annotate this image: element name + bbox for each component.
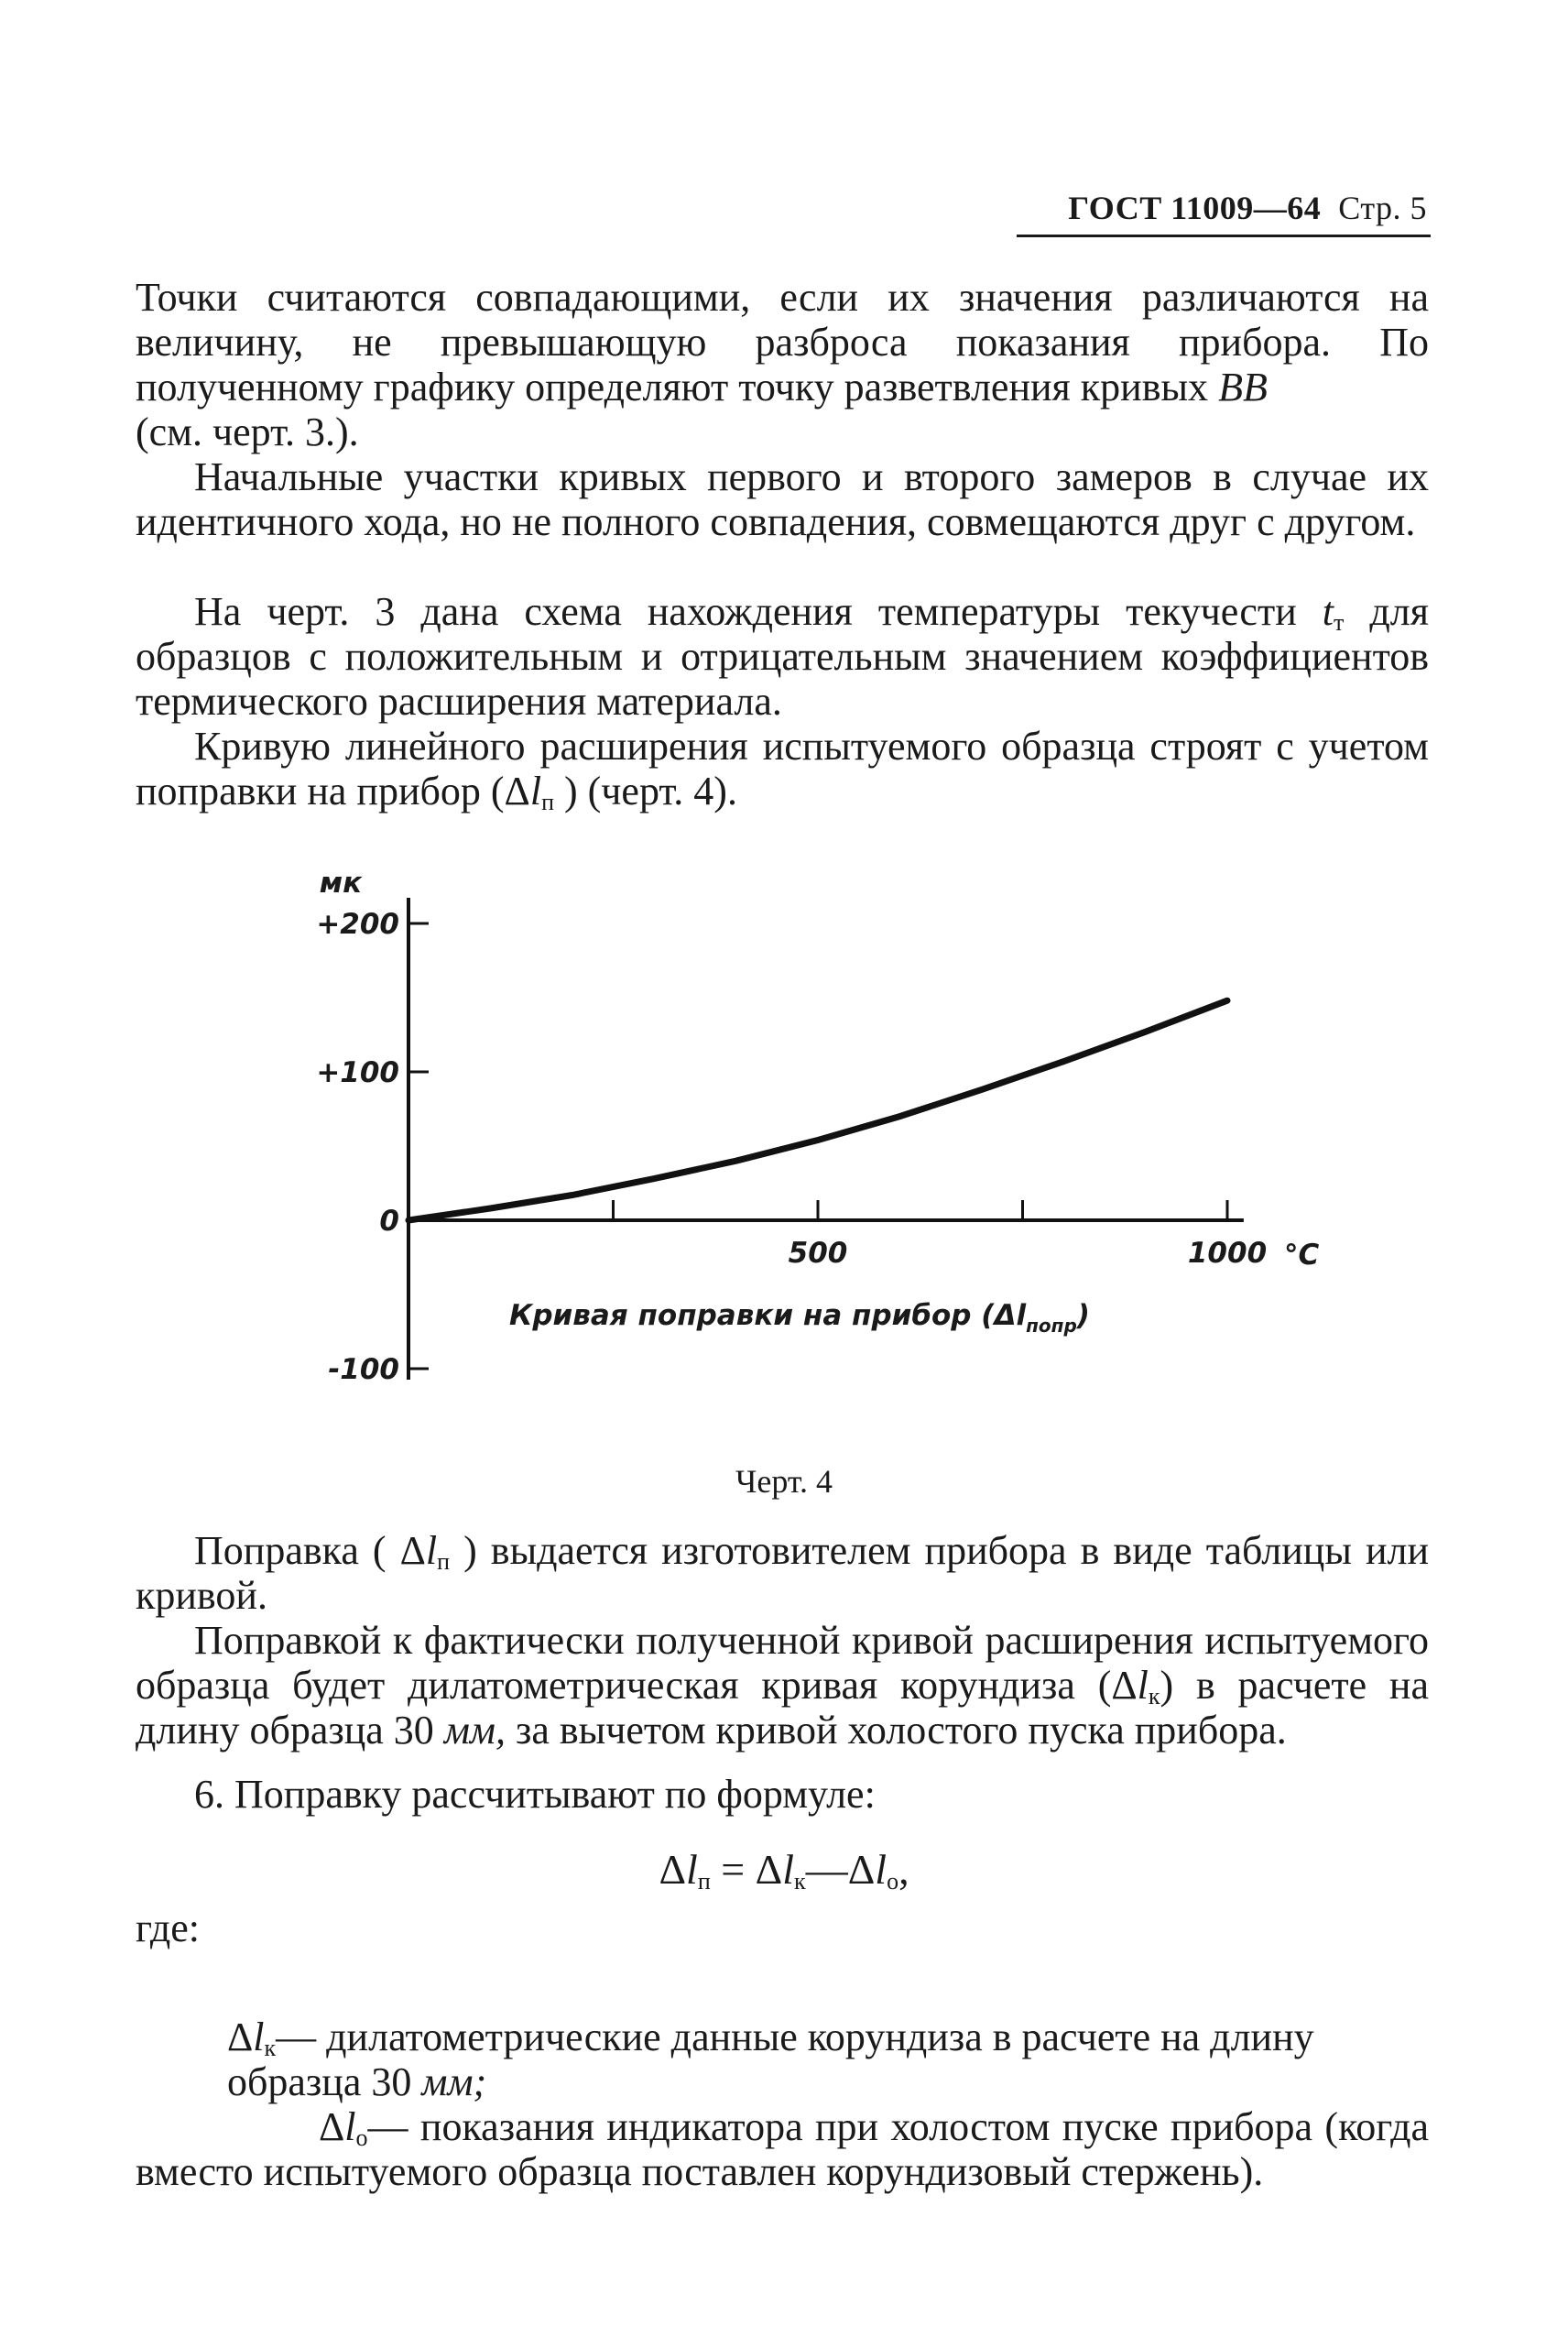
where-label: где: [136,1906,200,1950]
correction-chart [275,861,1337,1429]
paragraph-7: 6. Поправку рассчитывают по формуле: [194,1772,876,1817]
figure-caption: Черт. 4 [735,1463,833,1500]
y-tick-label: 0 [379,1205,399,1238]
definition-dlo: $\Delta l_о—$ показания индикатора при холостом пуске прибора (когда вместо испытуемого образца поставлен корундизовый стержень). [136,2104,1429,2194]
paragraph-2: Начальные участки кривых первого и второго замеров в случае их идентичного хода, но не полного совпадения, совмещаются друг с другом. [136,454,1429,544]
y-ticks [316,908,429,1386]
y-axis-unit: мк [319,867,363,900]
x-tick-label: 500 [788,1237,848,1270]
paragraph-6: Поправкой к фактически полученной кривой расширения испытуемого образца будет дилатометрическая кривая корундиза $(\Delta l_к)$ в расчете на длину образца 30 мм, за вычетом кривой холостого пуска прибора. [136,1618,1429,1753]
y-tick-label: +200 [316,908,399,941]
x-axis-unit: °C [1284,1239,1320,1272]
x-tick-label: 1000 [1187,1237,1268,1270]
gost-number: ГОСТ 11009—64 [1068,190,1322,226]
paragraph-1: Точки считаются совпадающими, если их значения различаются на величину, не превышающую разброса показания прибора. По полученному графику определяют точку разветвления кривых ВВ (см. черт. 3.). [136,275,1429,454]
definition-dlk: $\Delta l_к—$ дилатометрические данные корундиза в расчете на длину образца 30 мм; [227,2015,1314,2104]
paragraph-3: На черт. 3 дана схема нахождения температуры текучести $t_т$ для образцов с положительным и отрицательным значением коэффициентов термического расширения материала. [136,589,1430,724]
page-header [916,189,1427,227]
y-tick-label: +100 [316,1056,399,1089]
chart-title: Кривая поправки на прибор $(\Delta l_{попр})$ [509,1299,1090,1337]
correction-curve [408,1000,1227,1220]
formula: $\Delta l_п$ = $\Delta l_к—\Delta l_о$, [659,1846,909,1895]
paragraph-5: Поправка ( $\Delta l_п$ ) выдается изготовителем прибора в виде таблицы или кривой. [136,1528,1429,1618]
page-number: Стр. 5 [1338,190,1427,226]
paragraph-4: Кривую линейного расширения испытуемого образца строят с учетом поправки на прибор ($\Delta l_п$ ) (черт. 4). [136,724,1429,815]
x-ticks [614,1200,1268,1270]
header-rule [1017,235,1431,237]
y-tick-label: -100 [328,1353,399,1386]
